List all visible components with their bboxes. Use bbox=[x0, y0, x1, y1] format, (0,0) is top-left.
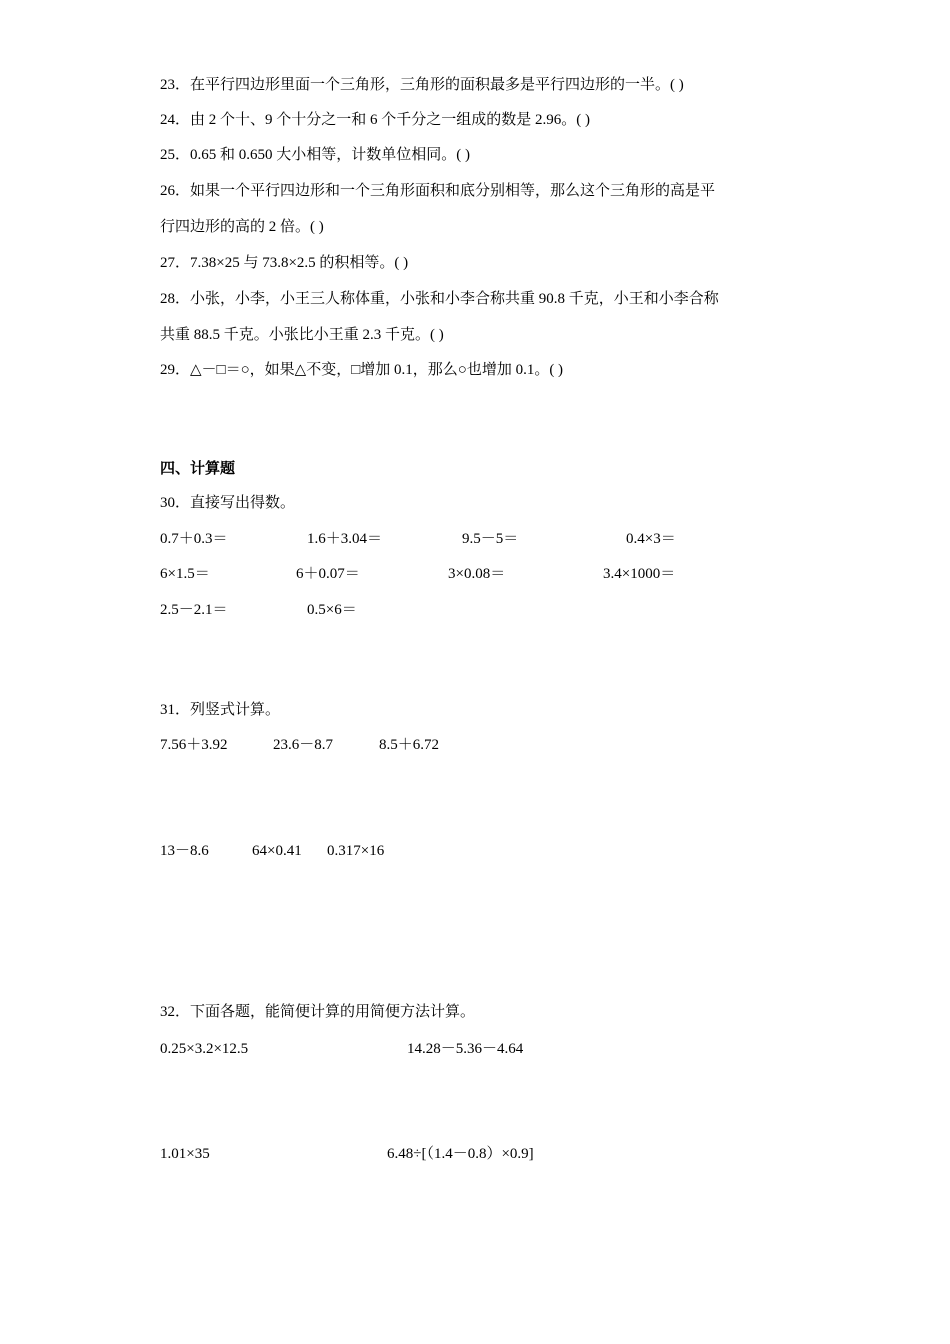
q31-item: 7.56＋3.92 bbox=[160, 737, 228, 753]
section-heading: 四、计算题 bbox=[160, 461, 236, 477]
question-24: 24．由 2 个十、9 个十分之一和 6 个千分之一组成的数是 2.96。( ) bbox=[160, 112, 590, 128]
question-28-line-1: 28．小张，小李，小王三人称体重，小张和小李合称共重 90.8 千克，小王和小李合称 bbox=[160, 291, 719, 307]
question-31-prompt: 31．列竖式计算。 bbox=[160, 702, 281, 718]
question-29: 29．△－□＝○，如果△不变，□增加 0.1，那么○也增加 0.1。( ) bbox=[160, 362, 564, 378]
q30-item: 1.6＋3.04＝ bbox=[307, 531, 383, 547]
question-30-prompt: 30．直接写出得数。 bbox=[160, 495, 296, 511]
q31-item: 13－8.6 bbox=[160, 843, 209, 859]
q30-item: 0.4×3＝ bbox=[626, 531, 676, 547]
question-23: 23．在平行四边形里面一个三角形，三角形的面积最多是平行四边形的一半。( ) bbox=[160, 77, 684, 93]
question-32-prompt: 32．下面各题，能简便计算的用简便方法计算。 bbox=[160, 1004, 476, 1020]
q30-item: 6＋0.07＝ bbox=[296, 566, 360, 582]
question-27: 27．7.38×25 与 73.8×2.5 的积相等。( ) bbox=[160, 255, 409, 271]
q30-item: 0.7＋0.3＝ bbox=[160, 531, 228, 547]
q30-item: 3×0.08＝ bbox=[448, 566, 506, 582]
q31-item: 8.5＋6.72 bbox=[379, 737, 440, 753]
q30-item: 9.5－5＝ bbox=[462, 531, 519, 547]
q30-item: 6×1.5＝ bbox=[160, 566, 210, 582]
q32-item: 1.01×35 bbox=[160, 1146, 210, 1162]
question-26-line-1: 26．如果一个平行四边形和一个三角形面积和底分别相等，那么这个三角形的高是平 bbox=[160, 183, 716, 199]
q32-item: 6.48÷[（1.4－0.8）×0.9] bbox=[387, 1146, 534, 1162]
question-26-line-2: 行四边形的高的 2 倍。( ) bbox=[160, 219, 324, 235]
question-25: 25．0.65 和 0.650 大小相等，计数单位相同。( ) bbox=[160, 147, 470, 163]
question-28-line-2: 共重 88.5 千克。小张比小王重 2.3 千克。( ) bbox=[160, 327, 444, 343]
q31-item: 0.317×16 bbox=[327, 843, 385, 859]
q30-item: 0.5×6＝ bbox=[307, 602, 357, 618]
q32-item: 14.28－5.36－4.64 bbox=[407, 1041, 524, 1057]
q31-item: 23.6－8.7 bbox=[273, 737, 334, 753]
q30-item: 3.4×1000＝ bbox=[603, 566, 676, 582]
q30-item: 2.5－2.1＝ bbox=[160, 602, 228, 618]
q31-item: 64×0.41 bbox=[252, 843, 302, 859]
q32-item: 0.25×3.2×12.5 bbox=[160, 1041, 249, 1057]
